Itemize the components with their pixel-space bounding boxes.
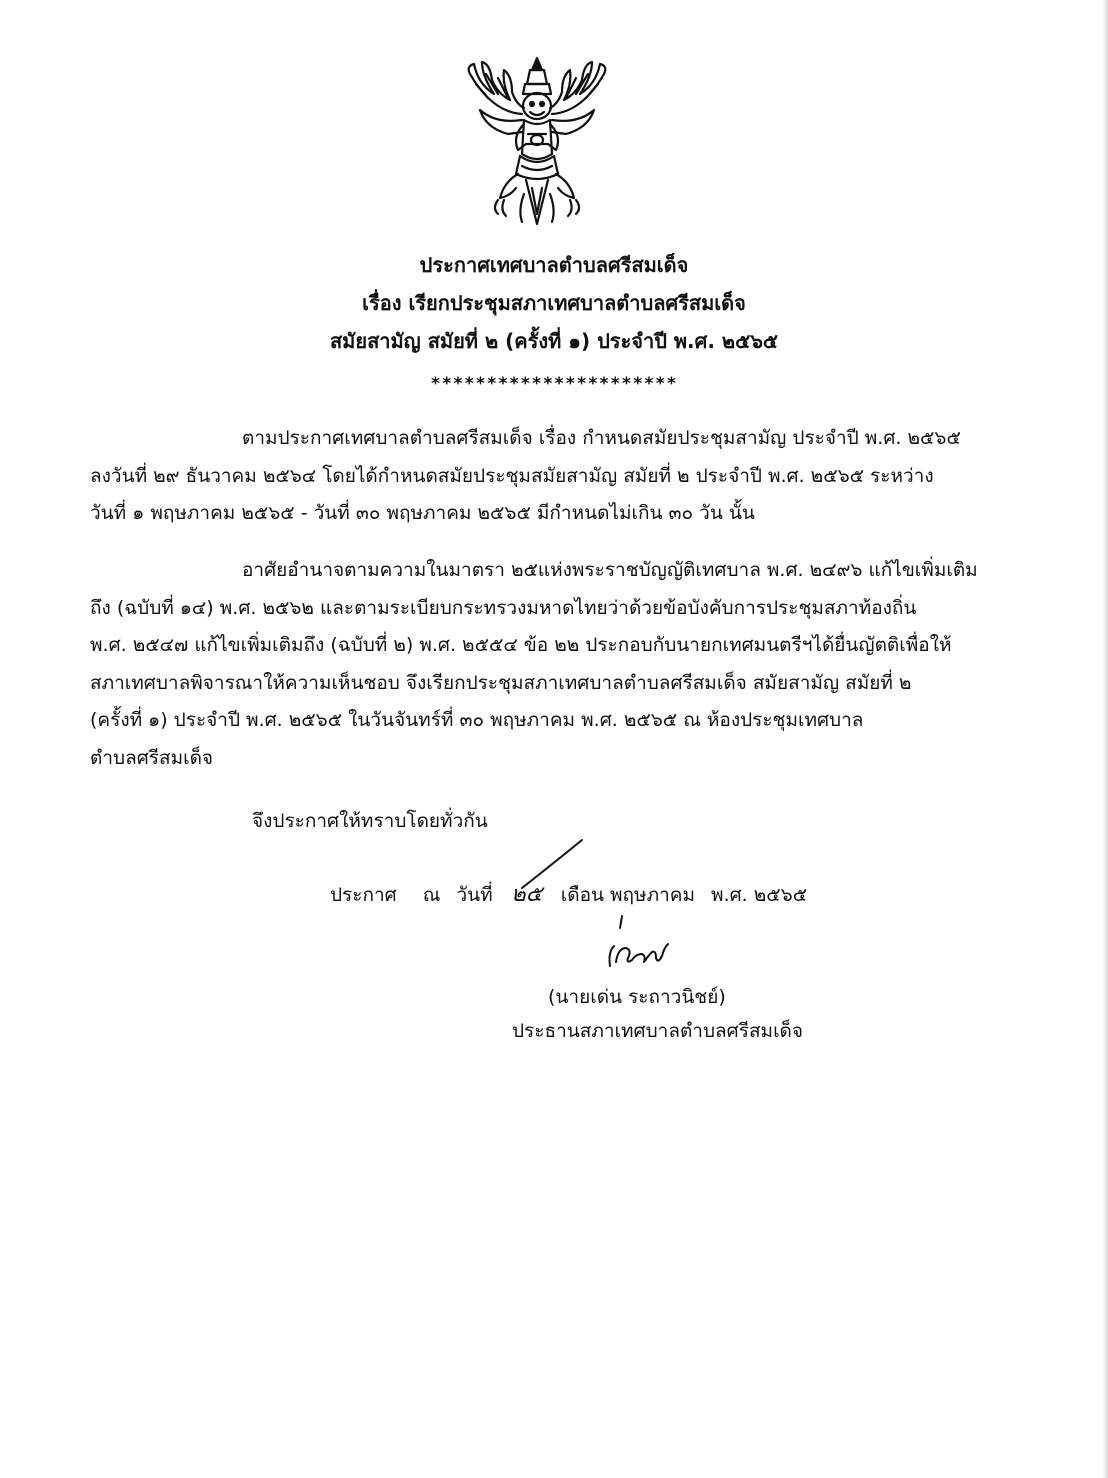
announcement-title: ประกาศเทศบาลตำบลศรีสมเด็จ [419,253,689,277]
paragraph-line: ตามประกาศเทศบาลตำบลศรีสมเด็จ เรื่อง กำหนดสมัยประชุมสามัญ ประจำปี พ.ศ. ๒๕๖๕ [242,427,961,449]
dateline-day-label: วันที่ [456,884,493,906]
announcement-session: สมัยสามัญ สมัยที่ ๒ (ครั้งที่ ๑) ประจำปี พ.ศ. ๒๕๖๕ [329,329,779,353]
body-paragraph-2 [90,552,1020,777]
paragraph-line: อาศัยอำนาจตามความในมาตรา ๒๕แห่งพระราชบัญญัติเทศบาล พ.ศ. ๒๔๙๖ แก้ไขเพิ่มเติม [242,559,978,581]
paragraph-line: สภาเทศบาลพิจารณาให้ความเห็นชอบ จึงเรียกประชุมสภาเทศบาลตำบลศรีสมเด็จ สมัยสามัญ สมัยที่ ๒ [90,671,912,694]
garuda-emblem-icon [452,54,622,230]
dateline-year: ๒๕๖๕ [753,884,808,906]
handwritten-date-stroke-icon [520,836,590,896]
announcement-header [0,246,1108,360]
handwritten-signature-icon [596,912,686,972]
scan-edge-shadow [1102,0,1108,1478]
dateline-month-label: เดือน [560,884,604,906]
paragraph-line: วันที่ ๑ พฤษภาคม ๒๕๖๕ - วันที่ ๓๐ พฤษภาคม ๒๕๖๕ มีกำหนดไม่เกิน ๓๐ วัน นั้น [90,502,755,524]
body-paragraph-1 [90,420,1020,533]
signer-name: (นายเด่น ระถาวนิชย์) [548,986,726,1008]
star-separator: ********************** [430,374,678,394]
paragraph-line: ตำบลศรีสมเด็จ [90,746,214,769]
dateline-month: พฤษภาคม [610,884,695,906]
announcement-subject: เรื่อง เรียกประชุมสภาเทศบาลตำบลศรีสมเด็จ [362,291,746,315]
paragraph-line: พ.ศ. ๒๕๔๗ แก้ไขเพิ่มเติมถึง (ฉบับที่ ๒) พ.ศ. ๒๕๕๔ ข้อ ๒๒ ประกอบกับนายกเทศมนตรีฯได้ยื่นญัตติเพื่อให้ [90,634,952,656]
dateline-year-label: พ.ศ. [711,884,748,906]
paragraph-line: (ครั้งที่ ๑) ประจำปี พ.ศ. ๒๕๖๕ ในวันจันทร์ที่ ๓๐ พฤษภาคม พ.ศ. ๒๕๖๕ ณ ห้องประชุมเทศบาล [90,709,864,731]
dateline-prefix: ประกาศ [330,884,397,906]
signer-position: ประธานสภาเทศบาลตำบลศรีสมเด็จ [512,1020,804,1042]
paragraph-line: ลงวันที่ ๒๙ ธันวาคม ๒๕๖๔ โดยได้กำหนดสมัยประชุมสมัยสามัญ สมัยที่ ๒ ประจำปี พ.ศ. ๒๕๖๕ ระหว่าง [90,464,934,487]
handwritten-day: ๒๕ [511,882,543,907]
closing-statement: จึงประกาศให้ทราบโดยทั่วกัน [252,810,488,832]
paragraph-line: ถึง (ฉบับที่ ๑๔) พ.ศ. ๒๕๖๒ และตามระเบียบกระทรวงมหาดไทยว่าด้วยข้อบังคับการประชุมสภาท้องถิ่น [90,596,917,619]
dateline-at: ณ [422,884,441,906]
